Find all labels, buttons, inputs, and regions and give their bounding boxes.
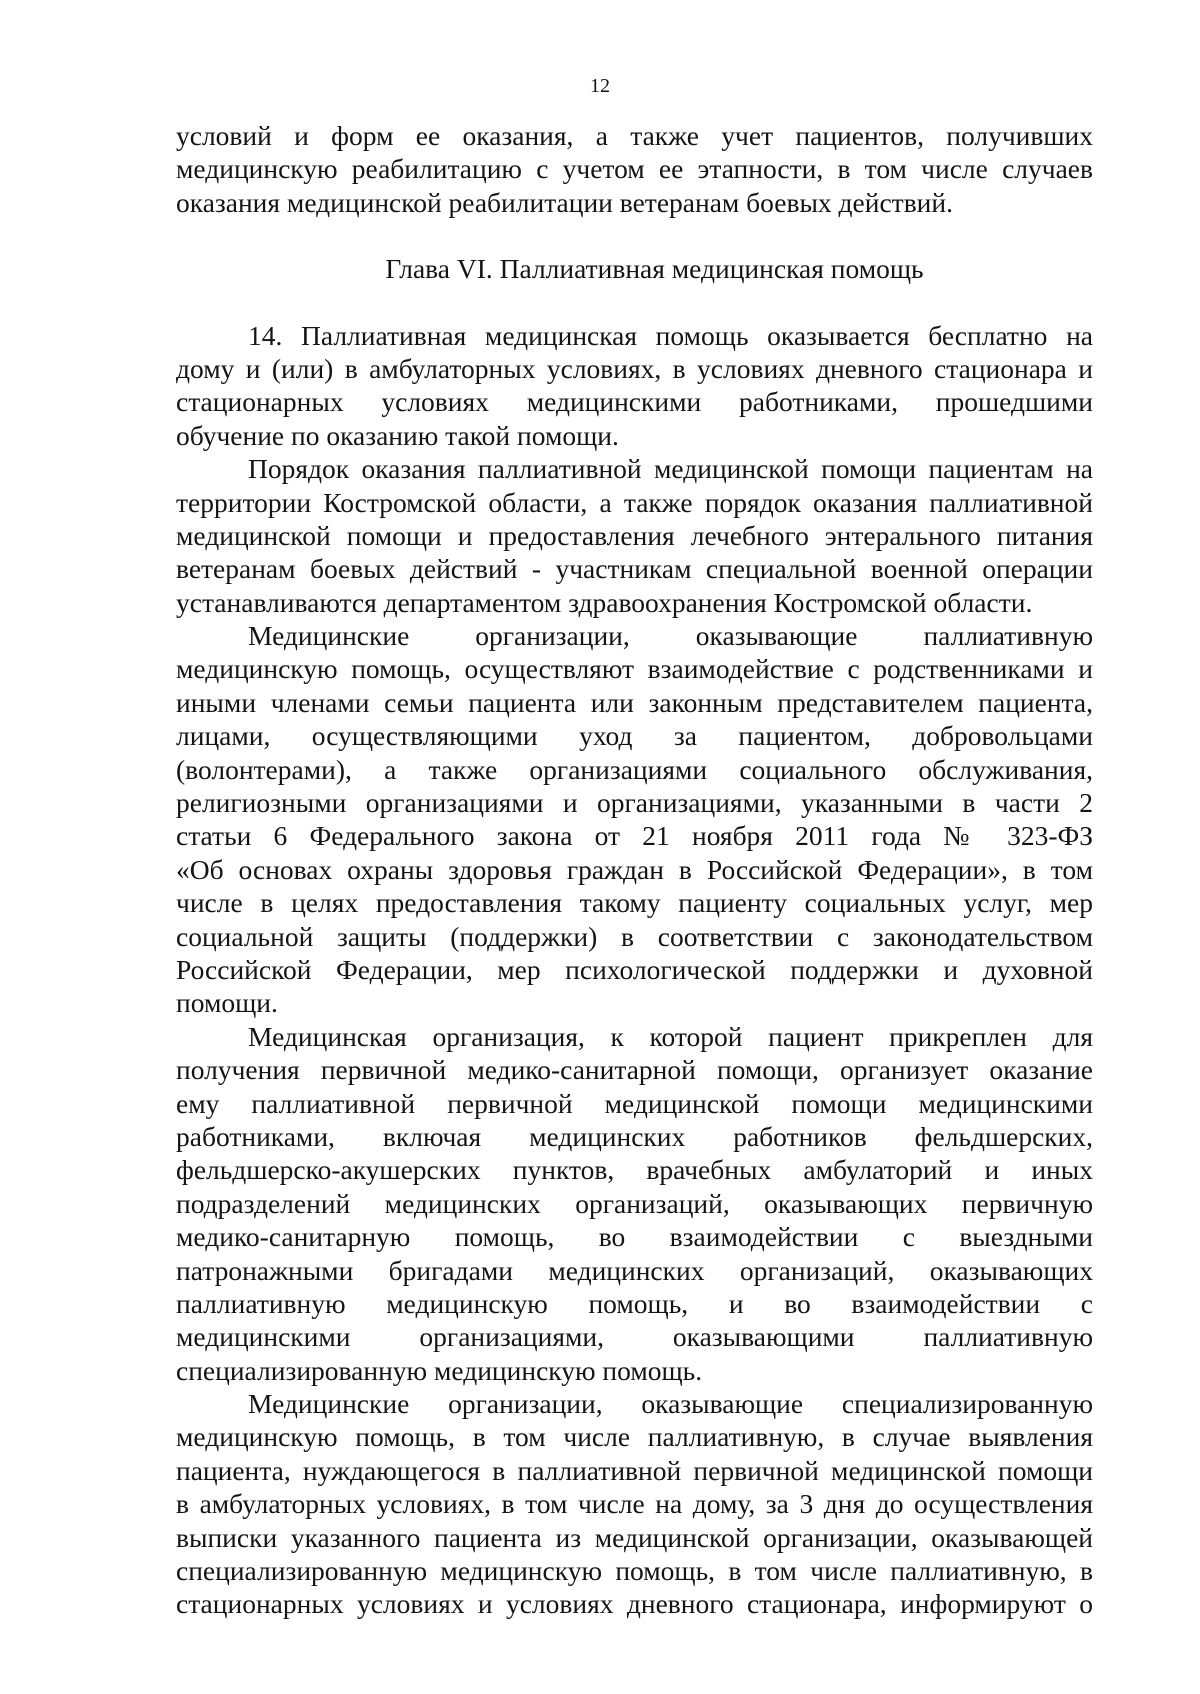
text-line: медико-санитарную помощь, во взаимодействии с выездными bbox=[176, 1221, 1093, 1253]
text-line: Порядок оказания паллиативной медицинской помощи пациентам на bbox=[248, 453, 1093, 485]
text-line: помощи. bbox=[176, 987, 278, 1019]
text-line: выписки указанного пациента из медицинской организации, оказывающей bbox=[176, 1521, 1093, 1553]
chapter-paragraphs bbox=[176, 319, 1093, 1621]
text-line: специализированную медицинскую помощь. bbox=[176, 1354, 703, 1386]
text-line: территории Костромской области, а также порядок оказания паллиативной bbox=[176, 486, 1093, 518]
paragraph bbox=[176, 452, 1093, 619]
intro-paragraph bbox=[176, 119, 1093, 219]
text-line: получения первичной медико-санитарной помощи, организует оказание bbox=[176, 1054, 1093, 1086]
text-line: Медицинская организация, к которой пациент прикреплен для bbox=[248, 1020, 1093, 1052]
text-line: медицинскую реабилитацию с учетом ее этапности, в том числе случаев bbox=[176, 153, 1093, 185]
paragraph bbox=[176, 619, 1093, 1020]
text-line: медицинскую помощь, осуществляют взаимодействие с родственниками и bbox=[176, 653, 1093, 685]
text-line: медицинскую помощь, в том числе паллиативную, в случае выявления bbox=[176, 1421, 1093, 1453]
text-line: пациента, нуждающегося в паллиативной первичной медицинской помощи bbox=[176, 1454, 1093, 1486]
page-number: 12 bbox=[590, 75, 610, 97]
text-line: иными членами семьи пациента или законным представителем пациента, bbox=[176, 686, 1093, 718]
paragraph bbox=[176, 1387, 1093, 1621]
text-line: медицинскими организациями, оказывающими паллиативную bbox=[176, 1321, 1093, 1353]
text-line: паллиативную медицинскую помощь, и во взаимодействии с bbox=[176, 1287, 1093, 1319]
text-line: фельдшерско-акушерских пунктов, врачебных амбулаторий и иных bbox=[176, 1154, 1093, 1186]
text-line: числе в целях предоставления такому пациенту социальных услуг, мер bbox=[176, 887, 1093, 919]
text-line: стационарных условиях медицинскими работниками, прошедшими bbox=[176, 386, 1093, 418]
text-line: «Об основах охраны здоровья граждан в Российской Федерации», в том bbox=[176, 853, 1093, 885]
text-line: лицами, осуществляющими уход за пациентом, добровольцами bbox=[176, 720, 1093, 752]
text-line: Российской Федерации, мер психологической поддержки и духовной bbox=[176, 953, 1093, 985]
text-line: социальной защиты (поддержки) в соответствии с законодательством bbox=[176, 920, 1093, 952]
text-line: условий и форм ее оказания, а также учет пациентов, получивших bbox=[176, 120, 1093, 151]
paragraph bbox=[176, 319, 1093, 453]
text-line: религиозными организациями и организациями, указанными в части 2 bbox=[176, 787, 1093, 819]
text-line: ему паллиативной первичной медицинской помощи медицинскими bbox=[176, 1087, 1093, 1119]
text-line: патронажными бригадами медицинских организаций, оказывающих bbox=[176, 1254, 1093, 1286]
text-line: статьи 6 Федерального закона от 21 ноября 2011 года № 323-ФЗ bbox=[176, 820, 1093, 852]
chapter-heading: Глава VI. Паллиативная медицинская помощь bbox=[385, 253, 924, 285]
text-line: устанавливаются департаментом здравоохранения Костромской области. bbox=[176, 586, 1033, 618]
text-line: Медицинские организации, оказывающие специализированную bbox=[248, 1388, 1093, 1420]
paragraph bbox=[176, 1020, 1093, 1387]
text-line: медицинской помощи и предоставления лечебного энтерального питания bbox=[176, 519, 1093, 551]
text-line: (волонтерами), а также организациями социального обслуживания, bbox=[176, 753, 1093, 785]
text-line: в амбулаторных условиях, в том числе на дому, за 3 дня до осуществления bbox=[176, 1488, 1093, 1520]
document-body bbox=[176, 119, 1093, 1621]
text-line: оказания медицинской реабилитации ветеранам боевых действий. bbox=[176, 186, 953, 218]
text-line: 14. Паллиативная медицинская помощь оказывается бесплатно на bbox=[248, 319, 1093, 351]
text-line: работниками, включая медицинских работников фельдшерских, bbox=[176, 1120, 1093, 1152]
text-line: стационарных условиях и условиях дневного стационара, информируют о bbox=[176, 1588, 1093, 1620]
text-line: обучение по оказанию такой помощи. bbox=[176, 419, 619, 451]
text-line: Медицинские организации, оказывающие паллиативную bbox=[248, 620, 1093, 652]
text-line: подразделений медицинских организаций, оказывающих первичную bbox=[176, 1187, 1093, 1219]
text-line: дому и (или) в амбулаторных условиях, в условиях дневного стационара и bbox=[176, 352, 1093, 384]
text-line: специализированную медицинскую помощь, в том числе паллиативную, в bbox=[176, 1555, 1093, 1587]
text-line: ветеранам боевых действий - участникам специальной военной операции bbox=[176, 553, 1093, 585]
